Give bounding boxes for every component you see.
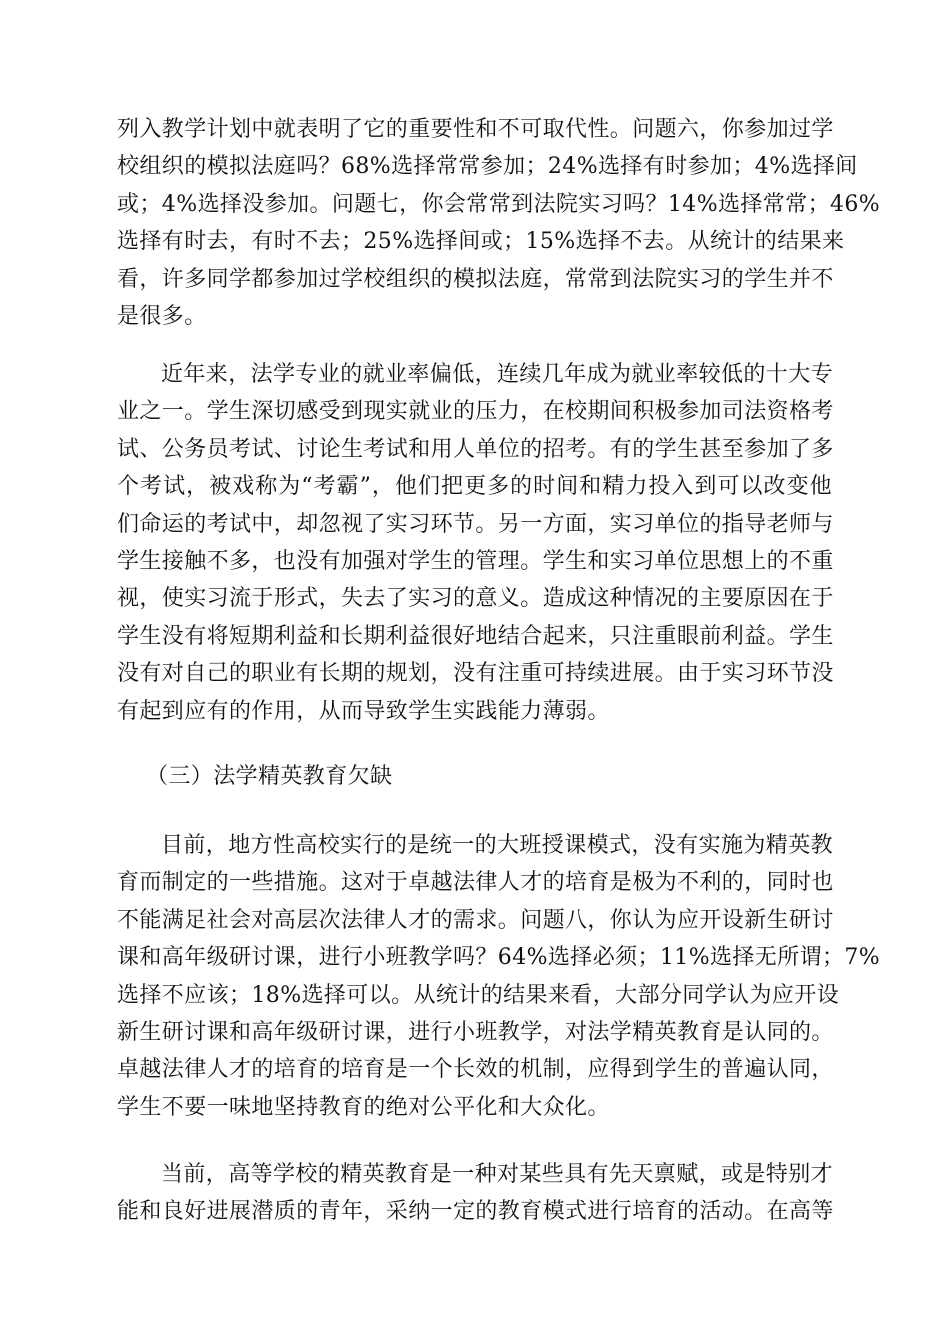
paragraph-line: 有起到应有的作用，从而导致学生实践能力薄弱。 xyxy=(117,698,610,724)
paragraph-line: 选择不应该；18%选择可以。从统计的结果来看，大部分同学认为应开设 xyxy=(117,982,840,1008)
paragraph-line: 试、公务员考试、讨论生考试和用人单位的招考。有的学生甚至参加了多 xyxy=(117,436,834,462)
paragraph-line: 视，使实习流于形式，失去了实习的意义。造成这种情况的主要原因在于 xyxy=(117,586,834,612)
paragraph-line: 学生接触不多，也没有加强对学生的管理。学生和实习单位思想上的不重 xyxy=(117,549,834,575)
paragraph-line: 学生不要一味地坚持教育的绝对公平化和大众化。 xyxy=(117,1094,610,1120)
paragraph-line: 选择有时去，有时不去；25%选择间或；15%选择不去。从统计的结果来 xyxy=(117,229,845,255)
paragraph-line: 当前，高等学校的精英教育是一种对某些具有先天禀赋，或是特别才 xyxy=(161,1162,834,1187)
paragraph-line: 看，许多同学都参加过学校组织的模拟法庭，常常到法院实习的学生并不 xyxy=(117,266,834,292)
paragraph-line: 育而制定的一些措施。这对于卓越法律人才的培育是极为不利的，同时也 xyxy=(117,870,834,896)
paragraph-line: 新生研讨课和高年级研讨课，进行小班教学，对法学精英教育是认同的。 xyxy=(117,1020,834,1046)
paragraph-line: 个考试，被戏称为“考霸”，他们把更多的时间和精力投入到可以改变他 xyxy=(117,474,832,500)
paragraph-line: 没有对自己的职业有长期的规划，没有注重可持续进展。由于实习环节没 xyxy=(117,661,834,687)
paragraph-line: 不能满足社会对高层次法律人才的需求。问题八，你认为应开设新生研讨 xyxy=(117,907,834,933)
paragraph-line: 业之一。学生深切感受到现实就业的压力，在校期间积极参加司法资格考 xyxy=(117,399,834,425)
section-heading: （三）法学精英教育欠缺 xyxy=(146,764,393,789)
paragraph-1 xyxy=(117,111,881,335)
paragraph-line: 能和良好进展潜质的青年，采纳一定的教育模式进行培育的活动。在高等 xyxy=(117,1199,834,1225)
paragraph-line: 列入教学计划中就表明了它的重要性和不可取代性。问题六，你参加过学 xyxy=(117,117,834,142)
paragraph-line: 或；4%选择没参加。问题七，你会常常到法院实习吗？14%选择常常；46% xyxy=(117,191,881,217)
paragraph-4 xyxy=(117,1156,832,1231)
paragraph-line: 学生没有将短期利益和长期利益很好地结合起来，只注重眼前利益。学生 xyxy=(117,623,834,649)
paragraph-2 xyxy=(117,356,832,730)
paragraph-line: 目前，地方性高校实行的是统一的大班授课模式，没有实施为精英教 xyxy=(161,833,834,858)
paragraph-line: 近年来，法学专业的就业率偏低，连续几年成为就业率较低的十大专 xyxy=(161,362,834,387)
paragraph-line: 是很多。 xyxy=(117,304,207,330)
paragraph-line: 课和高年级研讨课，进行小班教学吗？64%选择必须；11%选择无所谓；7% xyxy=(117,945,881,971)
paragraph-line: 校组织的模拟法庭吗？68%选择常常参加；24%选择有时参加；4%选择间 xyxy=(117,154,858,180)
paragraph-line: 卓越法律人才的培育的培育是一个长效的机制，应得到学生的普遍认同， xyxy=(117,1057,834,1083)
paragraph-3 xyxy=(117,827,881,1126)
paragraph-line: 们命运的考试中，却忽视了实习环节。另一方面，实习单位的指导老师与 xyxy=(117,511,834,537)
